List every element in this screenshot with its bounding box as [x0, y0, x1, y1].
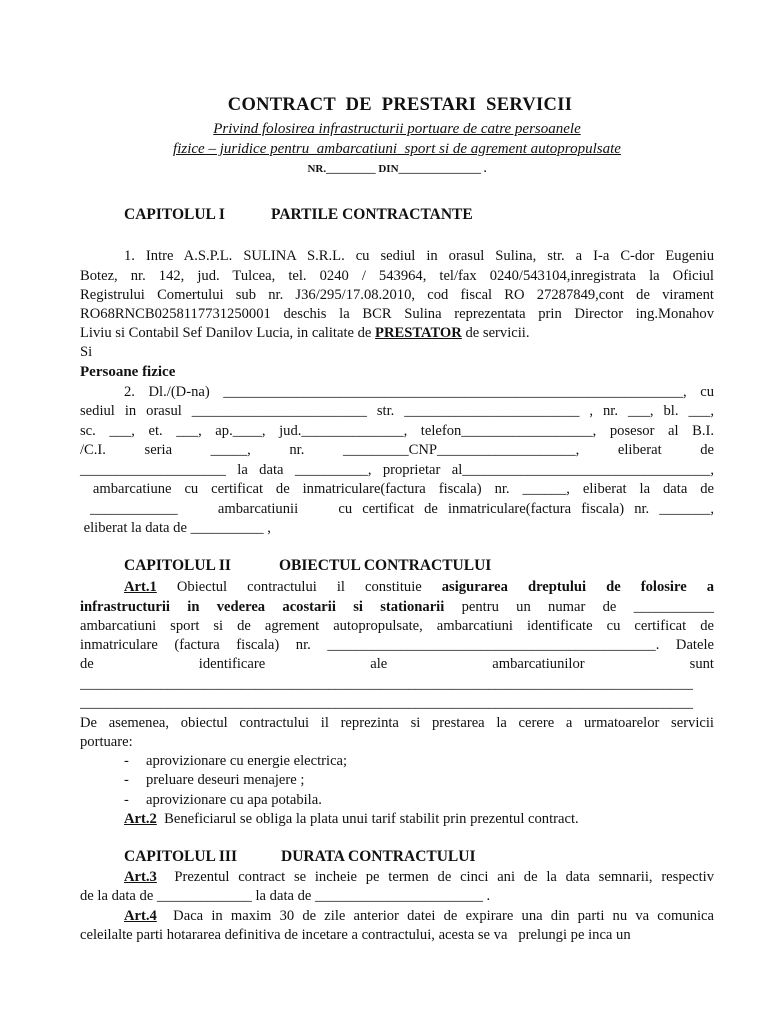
party-1-role-suffix: de servicii. [461, 325, 530, 341]
art-1-text: Obiectul contractului il constituie [156, 579, 442, 595]
art-1-blank-line: ____________________________________________________________________________________ [80, 676, 693, 692]
prestator-role: PRESTATOR [375, 325, 462, 341]
party-1-line: Registrului Comertului sub nr. J36/295/17.08.2010, cod fiscal RO 27287849,cont de virament [80, 287, 714, 303]
art-2-line [124, 810, 579, 828]
party-1-last-line [80, 324, 530, 342]
party-2-heading: Persoane fizice [80, 364, 176, 380]
chapter-1-title: PARTILE CONTRACTANTE [271, 206, 473, 223]
service-item-text: aprovizionare cu apa potabila. [146, 792, 322, 808]
party-2-line: sediul in orasul ________________________ str. ________________________ , nr. ___, bl. ___, [80, 403, 714, 419]
contract-subtitle-line-2: fizice – juridice pentru ambarcatiuni sport si de agrement autopropulsate [173, 141, 621, 157]
art-1-line: ambarcatiuni sport si de agrement autopropulsate, ambarcatiuni identificate cu certificat de [80, 618, 714, 634]
contract-number-date: NR._________ DIN_______________ . [307, 163, 487, 175]
bullet-dash: - [124, 772, 129, 788]
art-3-line-2: de la data de _____________ la data de _______________________ . [80, 888, 491, 904]
services-intro-line: portuare: [80, 734, 133, 750]
art-4-text: Daca in maxim 30 de zile anterior datei de expirare una din parti nu va comunica [156, 908, 714, 924]
party-2-last-line: eliberat la data de __________ , [80, 520, 271, 536]
art-1-line: de identificare ale ambarcatiunilor sunt [80, 656, 714, 672]
art-1-line: inmatriculare (factura fiscala) nr. _____________________________________________. Datele [80, 637, 714, 653]
party-1-line: RO68RNCB0258117731250001 deschis la BCR Sulina reprezentata prin Director ing.Monahov [80, 306, 714, 322]
chapter-3-title: DURATA CONTRACTULUI [281, 848, 476, 865]
art-1-line [124, 578, 714, 596]
party-1-line: 1. Intre A.S.P.L. SULINA S.R.L. cu sediul in orasul Sulina, str. a I-a C-dor Eugeniu [124, 248, 714, 264]
art-1-bold-2: infrastructurii in vederea acostarii si stationarii [80, 599, 445, 615]
art-4-line [124, 907, 714, 925]
party-2-line: ambarcatiune cu certificat de inmatriculare(factura fiscala) nr. ______, eliberat la data de [80, 481, 714, 497]
chapter-3-label: CAPITOLUL III [124, 848, 237, 865]
chapter-2-title: OBIECTUL CONTRACTULUI [279, 557, 492, 574]
art-3-text: Prezentul contract se incheie pe termen de cinci ani de la data semnarii, respectiv [156, 869, 714, 885]
party-1-role-prefix: Liviu si Contabil Sef Danilov Lucia, in calitate de [80, 325, 376, 341]
service-item-text: aprovizionare cu energie electrica; [146, 753, 348, 769]
chapter-1-label: CAPITOLUL I [124, 206, 225, 223]
service-item [124, 791, 322, 809]
art-1-label: Art.1 [124, 579, 157, 595]
party-2-line: ____________ ambarcatiunii cu certificat de inmatriculare(factura fiscala) nr. _______, [80, 501, 714, 517]
chapter-2-label: CAPITOLUL II [124, 557, 231, 574]
party-2-line: 2. Dl./(D-na) _______________________________________________________________, cu [124, 384, 714, 400]
art-3-line [124, 868, 714, 886]
and-word: Si [80, 344, 93, 360]
bullet-dash: - [124, 792, 129, 808]
art-2-label: Art.2 [124, 811, 157, 827]
party-2-line: ____________________ la data __________, proprietar al__________________________________, [80, 462, 714, 478]
services-intro-line: De asemenea, obiectul contractului il reprezinta si prestarea la cerere a urmatoarelor servicii [80, 715, 714, 731]
art-3-label: Art.3 [124, 869, 157, 885]
art-1-rest-2: pentru un numar de ___________ [444, 599, 714, 615]
art-1-blank-line: ____________________________________________________________________________________ [80, 695, 693, 711]
contract-subtitle-line-1: Privind folosirea infrastructurii portuare de catre persoanele [213, 121, 581, 137]
party-1-line: Botez, nr. 142, jud. Tulcea, tel. 0240 / 543964, tel/fax 0240/543104,inregistrata la Oficiul [80, 268, 714, 284]
service-item [124, 771, 304, 789]
contract-title: CONTRACT DE PRESTARI SERVICII [227, 95, 573, 115]
art-1-line [80, 598, 714, 616]
art-4-label: Art.4 [124, 908, 157, 924]
party-2-line: /C.I. seria _____, nr. _________CNP___________________, eliberat de [80, 442, 714, 458]
art-4-line-2: celeilalte parti hotararea definitiva de incetare a contractului, acesta se va prelungi pe inca un [80, 927, 631, 943]
art-2-text: Beneficiarul se obliga la plata unui tarif stabilit prin prezentul contract. [156, 811, 579, 827]
party-2-line: sc. ___, et. ___, ap.____, jud.______________, telefon__________________, posesor al B.I. [80, 423, 714, 439]
service-item [124, 752, 347, 770]
bullet-dash: - [124, 753, 129, 769]
service-item-text: preluare deseuri menajere ; [146, 772, 305, 788]
art-1-bold: asigurarea dreptului de folosire a [441, 579, 714, 595]
